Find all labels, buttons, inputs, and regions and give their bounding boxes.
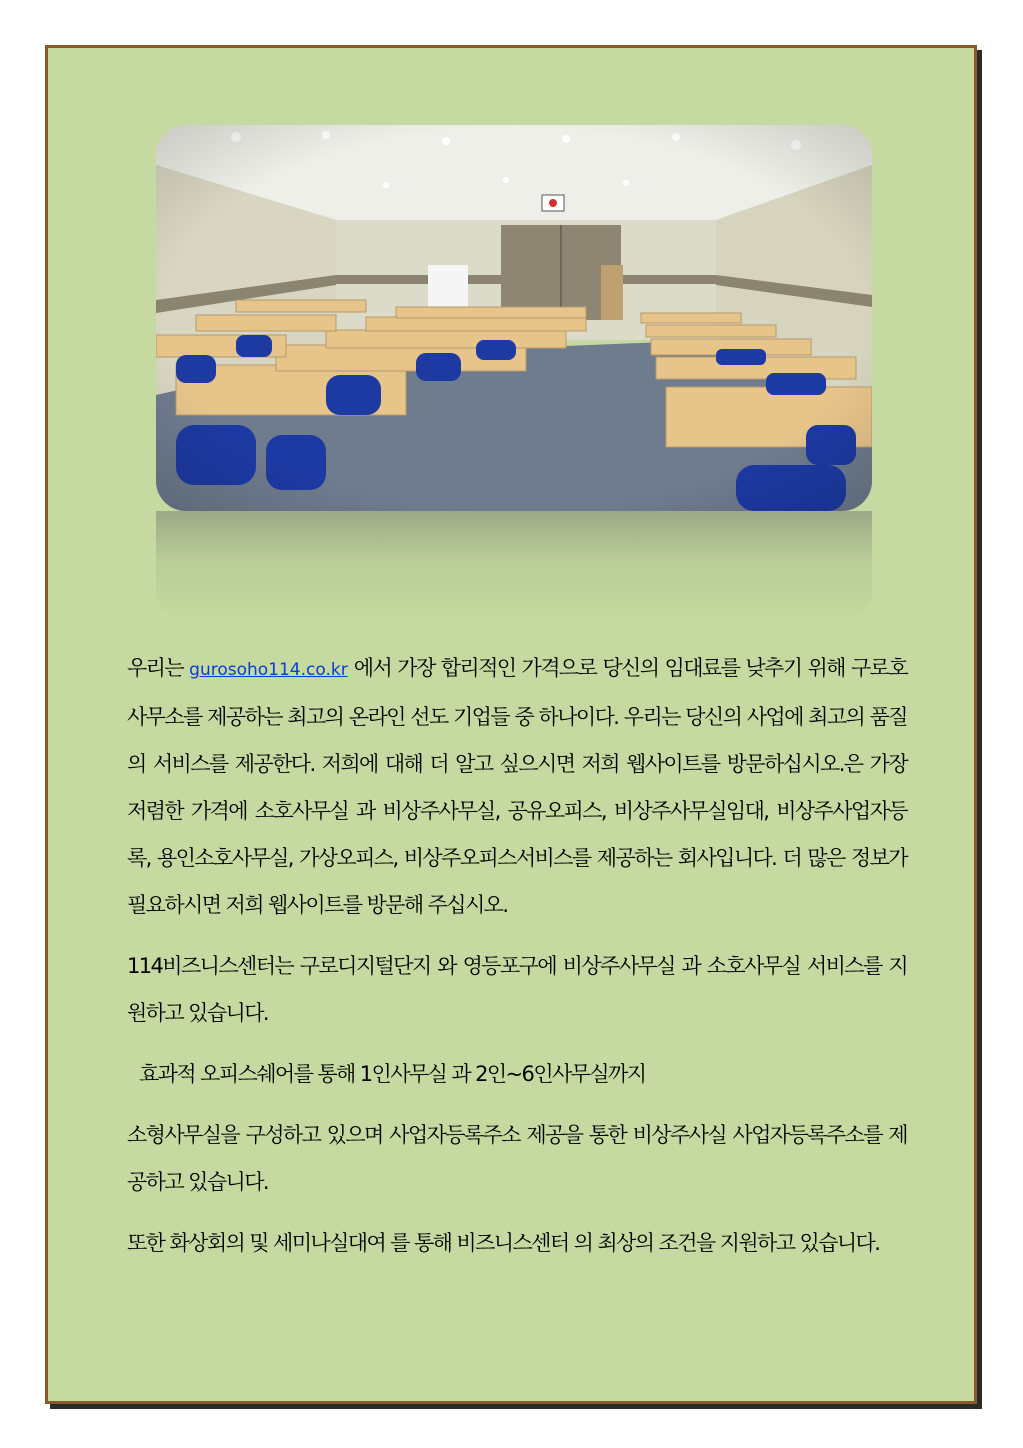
website-link[interactable]: gurosoho114.co.kr [189,660,348,680]
body-text [127,645,907,1267]
page-frame [45,45,977,1404]
seminar-room-photo [156,125,872,511]
office-share-line: 효과적 오피스쉐어를 통해 1인사무실 과 2인~6인사무실까지 [139,1062,646,1086]
center-paragraph: 114비즈니스센터는 구로디지털단지 와 영등포구에 비상주사무실 과 소호사무실 서비스를 지원하고 있습니다. [127,954,907,1025]
seminar-paragraph: 또한 화상회의 및 세미나실대여 를 통해 비즈니스센터 의 최상의 조건을 지원하고 있습니다. [127,1231,880,1255]
seminar-room-icon [156,125,872,511]
intro-post: 에서 가장 합리적인 가격으로 당신의 임대료를 낮추기 위해 구로호 사무소를 제공하는 최고의 온라인 선도 기업들 중 하나이다. 우리는 당신의 사업에 최고의 품질의 서비스를 제공한다. 저희에 대해 더 알고 싶으시면 저희 웹사이트를 방문하십시오.은 가장 저렴한 가격에 소호사무실 과 비상주사무실, 공유오피스, 비상주사무실임대, 비상주사업자등록, 용인소호사무실, 가상오피스, 비상주오피스서비스를 제공하는 회사입니다. 더 많은 정보가 필요하시면 저희 웹사이트를 방문해 주십시오. [127,656,908,917]
small-office-paragraph: 소형사무실을 구성하고 있으며 사업자등록주소 제공을 통한 비상주사실 사업자등록주소를 제공하고 있습니다. [127,1123,907,1194]
photo-reflection [156,511,872,621]
intro-paragraph [127,645,907,929]
intro-pre: 우리는 [127,656,190,680]
